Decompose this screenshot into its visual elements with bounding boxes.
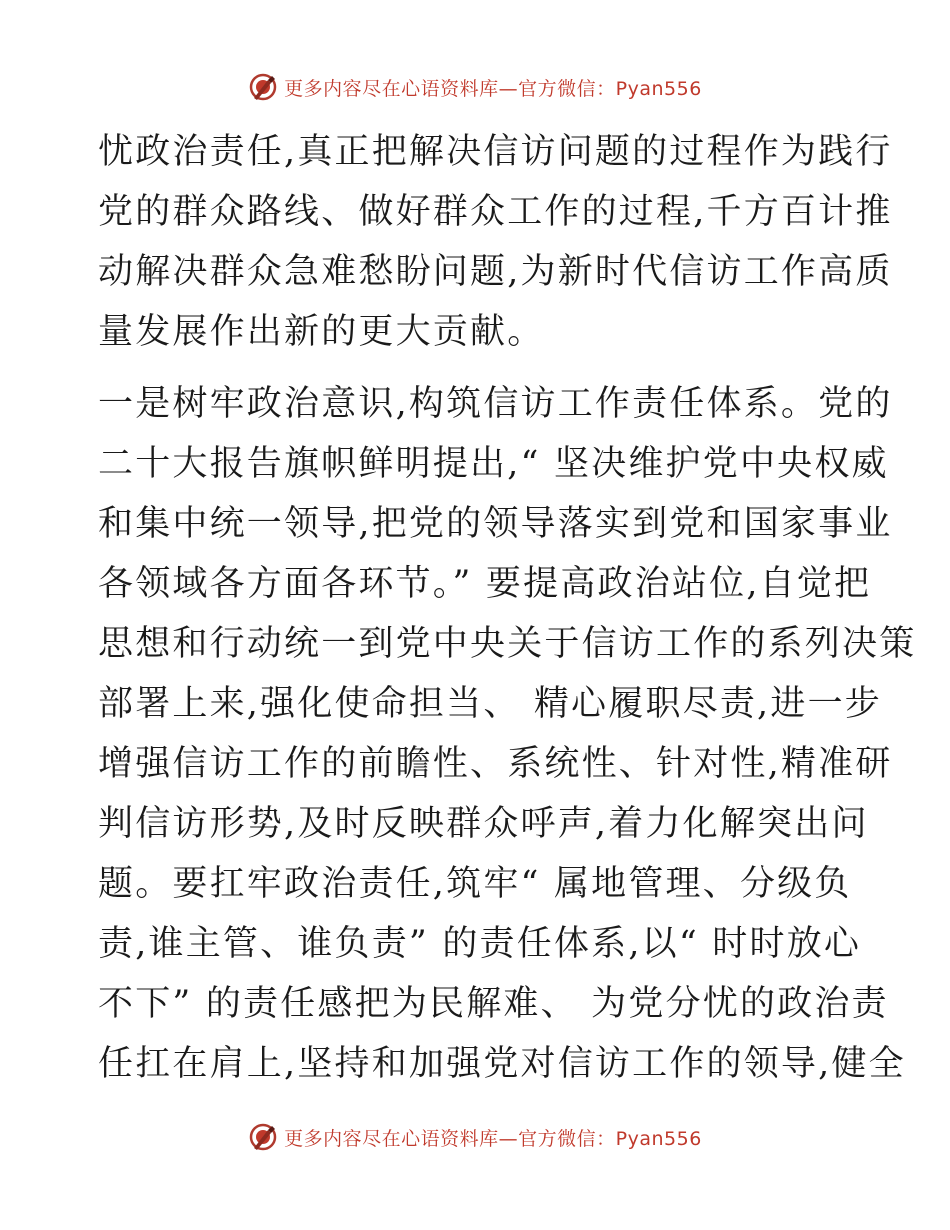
text-line: 任扛在肩上,坚持和加强党对信访工作的领导,健全 xyxy=(98,1044,906,1084)
paragraph-spacer xyxy=(98,362,858,374)
text-line: 量发展作出新的更大贡献。 xyxy=(98,312,545,352)
text-line: 二十大报告旗帜鲜明提出,“ 坚决维护党中央权威 xyxy=(98,444,889,484)
paragraph-1 xyxy=(98,122,893,362)
text-line: 和集中统一领导,把党的领导落实到党和国家事业 xyxy=(98,504,893,544)
pen-circle-logo-icon xyxy=(248,72,278,102)
text-line: 不下” 的责任感把为民解难、 为党分忧的政治责 xyxy=(98,984,889,1024)
header-watermark xyxy=(0,72,950,102)
text-line: 部署上来,强化使命担当、 精心履职尽责,进一步 xyxy=(98,684,882,724)
text-line: 各领域各方面各环节。” 要提高政治站位,自觉把 xyxy=(98,564,872,604)
text-line: 忧政治责任,真正把解决信访问题的过程作为践行 xyxy=(98,132,893,172)
text-line: 判信访形势,及时反映群众呼声,着力化解突出问 xyxy=(98,804,869,844)
watermark-text: 更多内容尽在心语资料库—官方微信：Pyan556 xyxy=(284,77,702,100)
text-line: 增强信访工作的前瞻性、系统性、针对性,精准研 xyxy=(98,744,893,784)
paragraph-2 xyxy=(98,374,917,1094)
document-body xyxy=(98,122,917,1094)
text-line: 一是树牢政治意识,构筑信访工作责任体系。党的 xyxy=(98,384,893,424)
text-line: 题。要扛牢政治责任,筑牢“ 属地管理、分级负 xyxy=(98,864,852,904)
text-line: 责,谁主管、谁负责” 的责任体系,以“ 时时放心 xyxy=(98,924,862,964)
text-line: 思想和行动统一到党中央关于信访工作的系列决策 xyxy=(98,624,917,664)
footer-watermark xyxy=(0,1122,950,1152)
text-line: 党的群众路线、做好群众工作的过程,千方百计推 xyxy=(98,192,893,232)
watermark-text: 更多内容尽在心语资料库—官方微信：Pyan556 xyxy=(284,1127,702,1150)
text-line: 动解决群众急难愁盼问题,为新时代信访工作高质 xyxy=(98,252,893,292)
pen-circle-logo-icon xyxy=(248,1122,278,1152)
